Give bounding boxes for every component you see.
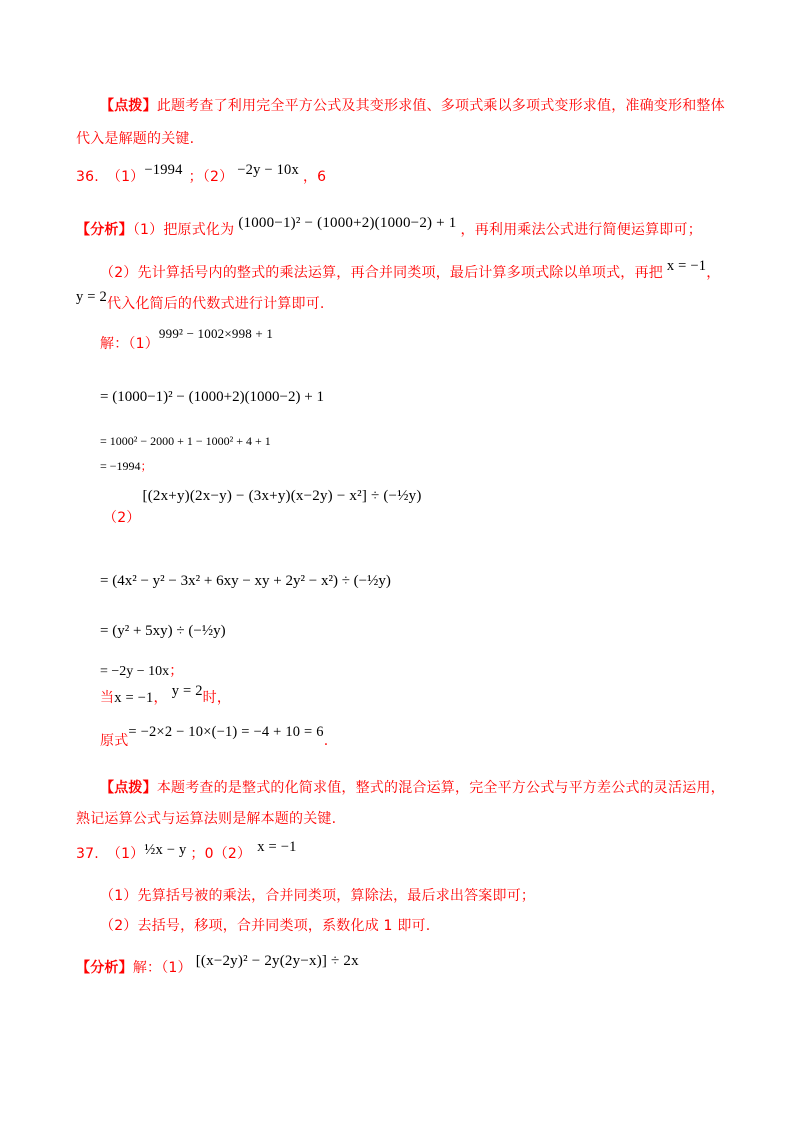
solution-step-3 bbox=[100, 455, 153, 474]
part-2-label: （2） bbox=[103, 510, 141, 526]
answer-1: −1994 bbox=[144, 162, 183, 178]
x-condition: x = −1 bbox=[114, 690, 154, 706]
tip-tag-2: 【点拨】 bbox=[100, 780, 157, 796]
semicolon-2: ； bbox=[169, 663, 184, 679]
final-result: = −2×2 − 10×(−1) = −4 + 10 = 6 bbox=[128, 724, 324, 740]
step-4: = (4x² − y² − 3x² + 6xy − xy + 2y² − x²) ÷ (−½y) bbox=[100, 573, 391, 589]
analysis-36-line-1 bbox=[76, 215, 702, 238]
analysis-text: （1）把原式化为 bbox=[132, 222, 235, 238]
analysis-text-3: 代入化简后的代数式进行计算即可. bbox=[106, 296, 325, 312]
solution-step-1 bbox=[100, 386, 324, 406]
part-1-label: （1） bbox=[106, 169, 145, 185]
when-text: 当 bbox=[100, 690, 115, 706]
solution-36-start bbox=[100, 326, 274, 352]
solution-step-5 bbox=[100, 620, 226, 640]
y-condition: y = 2 bbox=[171, 683, 203, 699]
analysis-text-end: ，再利用乘法公式进行简便运算即可； bbox=[460, 222, 702, 238]
analysis-36-line-3 bbox=[76, 289, 325, 312]
answer-2-37: x = −1 bbox=[257, 839, 297, 855]
tip-2-line-1: 本题考查的是整式的化简求值，整式的混合运算，完全平方公式与平方差公式的灵活运用， bbox=[156, 780, 725, 796]
tip-line-2: 代入是解题的关键. bbox=[76, 131, 195, 147]
solution-label-37: 解：（1） bbox=[132, 960, 192, 976]
solution-step-4 bbox=[100, 570, 391, 590]
tip-line-1: 此题考查了利用完全平方公式及其变形求值、多项式乘以多项式变形求值，准确变形和整体 bbox=[156, 98, 725, 114]
tip-tag: 【点拨】 bbox=[100, 98, 157, 114]
answer-1-37: ½x − y bbox=[144, 842, 187, 858]
y-value: y = 2 bbox=[76, 289, 107, 305]
comma: ， bbox=[706, 265, 721, 281]
comma: ， bbox=[153, 690, 168, 706]
period: . bbox=[323, 733, 329, 749]
question-36-answer bbox=[76, 162, 327, 185]
original-expression-label: 原式 bbox=[100, 733, 129, 749]
question-number-37: 37. bbox=[76, 846, 99, 862]
step-2: = 1000² − 2000 + 1 − 1000² + 4 + 1 bbox=[100, 434, 271, 448]
analysis-36-line-2 bbox=[100, 258, 721, 281]
solution-step-6 bbox=[100, 660, 183, 680]
answer-2: −2y − 10x bbox=[237, 162, 299, 178]
analysis-37-line-2 bbox=[100, 918, 430, 934]
analysis-37-line-1 bbox=[100, 888, 535, 904]
solution-step-2 bbox=[100, 430, 271, 449]
tip-paragraph-1-line-2 bbox=[76, 131, 194, 147]
x-value: x = −1 bbox=[666, 258, 707, 274]
step-6: = −2y − 10x bbox=[100, 664, 170, 679]
step-1: = (1000−1)² − (1000+2)(1000−2) + 1 bbox=[100, 389, 324, 405]
analysis-37-text-1: （1）先算括号被的乘法，合并同类项，算除法，最后求出答案即可； bbox=[100, 888, 536, 904]
analysis-text-2: （2）先计算括号内的整式的乘法运算，再合并同类项，最后计算多项式除以单项式，再把 bbox=[100, 265, 663, 281]
solution-36-part-2 bbox=[103, 488, 422, 526]
analysis-37-solution bbox=[76, 953, 359, 976]
solution-expression: 999² − 1002×998 + 1 bbox=[158, 326, 274, 341]
question-number: 36. bbox=[76, 169, 99, 185]
separator: ；（2） bbox=[188, 169, 234, 185]
question-37-answer bbox=[76, 839, 297, 862]
final-result-line bbox=[100, 724, 329, 749]
analysis-37-text-2: （2）去括号，移项，合并同类项，系数化成 1 即可. bbox=[100, 918, 431, 934]
tip-paragraph-2-line-2 bbox=[76, 811, 336, 827]
analysis-expression: (1000−1)² − (1000+2)(1000−2) + 1 bbox=[238, 215, 457, 231]
analysis-tag-37: 【分析】 bbox=[76, 960, 133, 976]
semicolon: ； bbox=[140, 459, 153, 473]
shi-text: 时， bbox=[202, 690, 232, 706]
tip-2-line-2: 熟记运算公式与运算法则是解本题的关键. bbox=[76, 811, 337, 827]
analysis-tag: 【分析】 bbox=[76, 222, 133, 238]
part-1-label-37: （1） bbox=[106, 846, 145, 862]
step-5: = (y² + 5xy) ÷ (−½y) bbox=[100, 623, 226, 639]
separator-37: ；0（2） bbox=[190, 846, 252, 862]
tip-paragraph-2 bbox=[100, 780, 725, 796]
substitution-line bbox=[100, 683, 232, 706]
part-2-expression: [(2x+y)(2x−y) − (3x+y)(x−2y) − x²] ÷ (−½y) bbox=[142, 488, 422, 504]
answer-3: ，6 bbox=[302, 169, 327, 185]
solution-expression-37: [(x−2y)² − 2y(2y−x)] ÷ 2x bbox=[195, 953, 359, 969]
step-3: = −1994 bbox=[100, 459, 141, 473]
solution-label: 解：（1） bbox=[100, 336, 159, 352]
tip-paragraph-1 bbox=[100, 98, 725, 114]
